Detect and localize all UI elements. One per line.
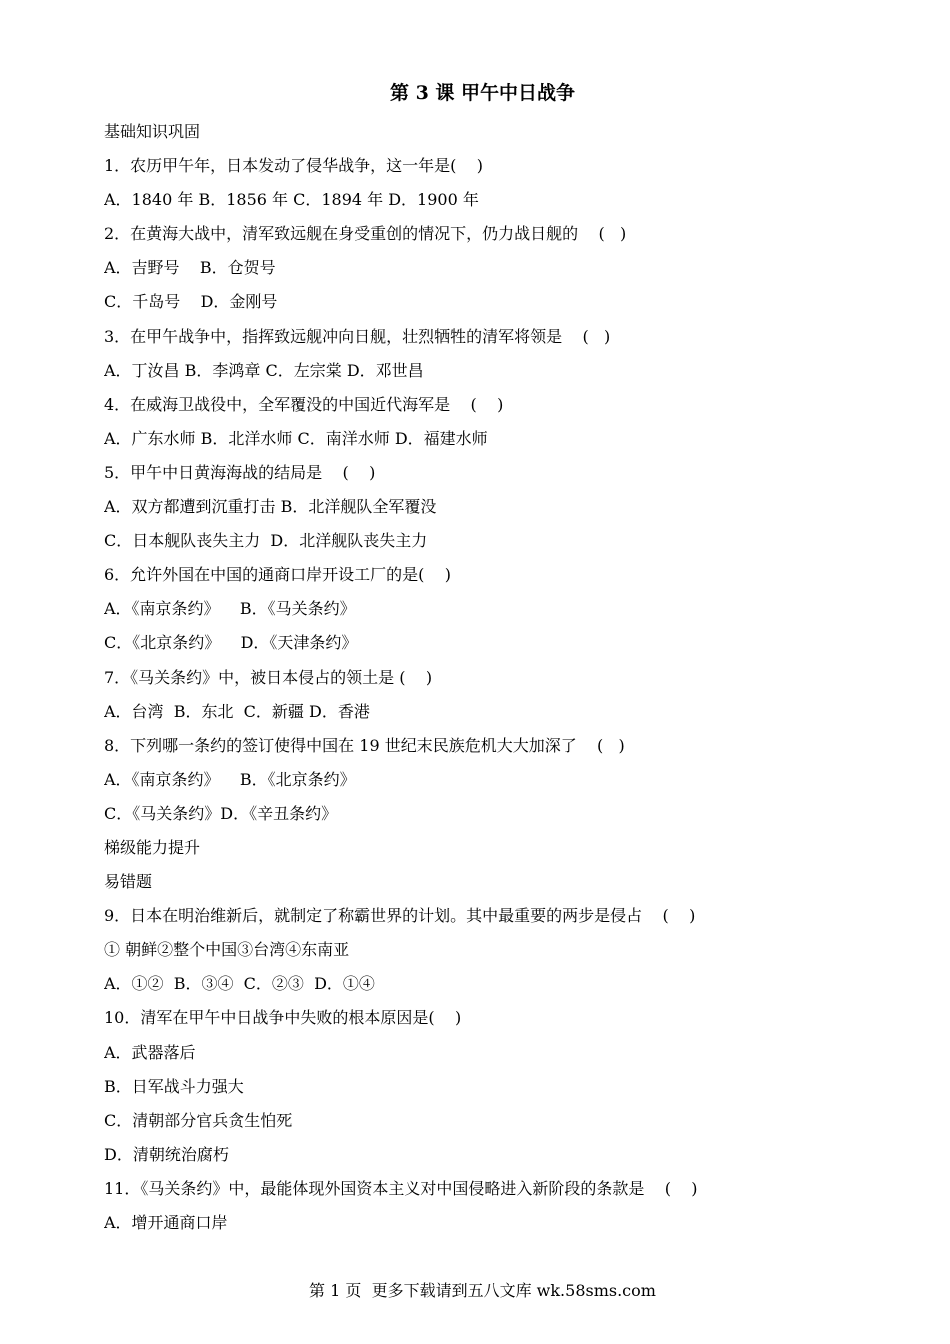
text-line: A．1840 年 B．1856 年 C．1894 年 D．1900 年 [104, 190, 479, 210]
text-line: 7．《马关条约》中，被日本侵占的领土是 ( ) [104, 667, 433, 687]
text-line: A．《南京条约》 B．《北京条约》 [104, 769, 356, 789]
text-line: C．日本舰队丧失主力 D．北洋舰队丧失主力 [104, 531, 428, 551]
text-line: 1．农历甲午年，日本发动了侵华战争，这一年是( ) [104, 156, 484, 176]
text-line: A．吉野号 B．仓贺号 [104, 258, 276, 278]
text-line: A．台湾 B．东北 C．新疆 D．香港 [104, 701, 370, 721]
text-line: A．丁汝昌 B．李鸿章 C．左宗棠 D．邓世昌 [104, 360, 424, 380]
page-footer: 第 1 页 更多下载请到五八文库 wk.58sms.com [309, 1281, 656, 1300]
text-line: A．①② B．③④ C．②③ D．①④ [104, 974, 375, 994]
text-line: A．增开通商口岸 [104, 1213, 228, 1232]
text-line: A．武器落后 [104, 1042, 196, 1062]
text-line: A．《南京条约》 B．《马关条约》 [104, 599, 356, 619]
text-line: A．双方都遭到沉重打击 B．北洋舰队全军覆没 [104, 497, 437, 517]
text-line: 5．甲午中日黄海海战的结局是 ( ) [104, 462, 376, 482]
text-line: 8．下列哪一条约的签订使得中国在 19 世纪末民族危机大大加深了 ( ) [104, 735, 625, 755]
text-line: B．日军战斗力强大 [104, 1076, 244, 1096]
text-line: C．千岛号 D．金刚号 [104, 292, 278, 312]
text-line: C．《北京条约》 D．《天津条约》 [104, 633, 358, 653]
text-line: D．清朝统治腐朽 [104, 1144, 229, 1164]
text-line: A．广东水师 B．北洋水师 C．南洋水师 D．福建水师 [104, 428, 488, 448]
page-title: 第 3 课 甲午中日战争 [389, 82, 576, 104]
text-line: 11．《马关条约》中，最能体现外国资本主义对中国侵略进入新阶段的条款是 ( ) [104, 1178, 698, 1198]
text-line: 3．在甲午战争中，指挥致远舰冲向日舰，壮烈牺牲的清军将领是 ( ) [104, 326, 611, 346]
text-line: 6．允许外国在中国的通商口岸开设工厂的是( ) [104, 565, 452, 585]
text-line: 10．清军在甲午中日战争中失败的根本原因是( ) [104, 1008, 462, 1028]
text-line: C．《马关条约》D．《辛丑条约》 [104, 803, 338, 823]
text-line: 9．日本在明治维新后，就制定了称霸世界的计划。其中最重要的两步是侵占 ( ) [104, 906, 696, 926]
text-line: 4．在威海卫战役中，全军覆没的中国近代海军是 ( ) [104, 394, 504, 414]
text-line: 易错题 [104, 872, 153, 892]
text-line: 梯级能力提升 [104, 837, 201, 857]
text-line: 2．在黄海大战中，清军致远舰在身受重创的情况下，仍力战日舰的 ( ) [104, 224, 627, 244]
document-body [104, 115, 864, 1240]
text-line: 基础知识巩固 [104, 122, 201, 141]
text-line: C．清朝部分官兵贪生怕死 [104, 1110, 293, 1130]
text-line: ① 朝鲜②整个中国③台湾④东南亚 [104, 940, 350, 960]
